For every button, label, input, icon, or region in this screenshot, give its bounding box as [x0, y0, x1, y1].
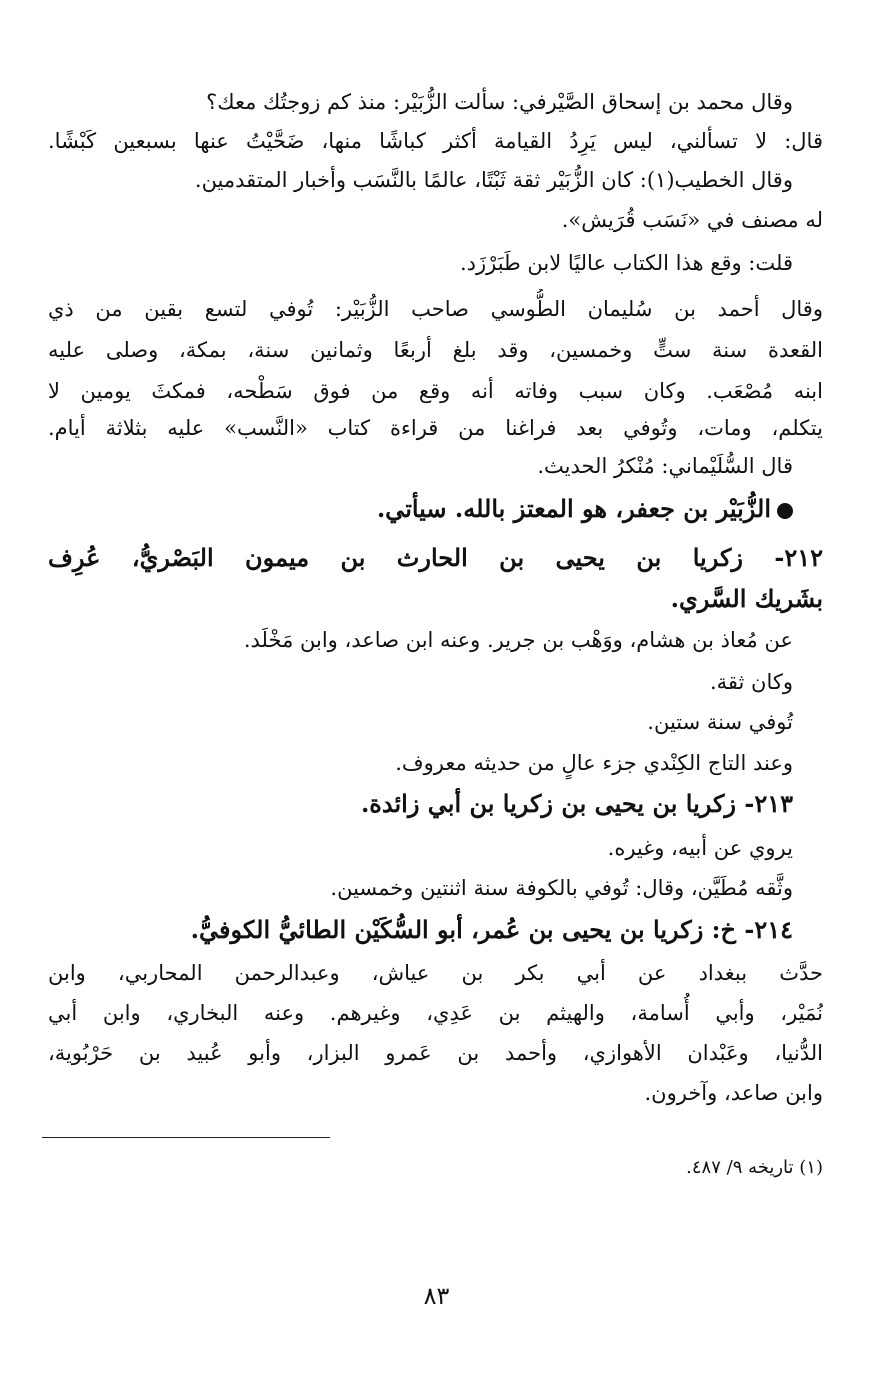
text-line: تُوفي سنة ستين.	[647, 710, 793, 734]
text-line: وقال أحمد بن سُليمان الطُّوسي صاحب الزُّبَيْر: تُوفي لتسع بقين من ذي	[48, 297, 823, 321]
text-line: قال: لا تسألني، ليس يَرِدُ القيامة أكثر كباشًا منها، ضَحَّيْتُ عنها بسبعين كَبْشًا.	[48, 129, 823, 153]
footnote: (١) تاريخه ٩/ ٤٨٧.	[686, 1157, 823, 1178]
text-line: وكان ثقة.	[709, 670, 793, 694]
text-line: الدُّنيا، وعَبْدان الأهوازي، وأحمد بن عَمرو البزار، وأبو عُبيد بن حَرْبُوية،	[48, 1041, 823, 1065]
text-line: وثَّقه مُطَيَّن، وقال: تُوفي بالكوفة سنة اثنتين وخمسين.	[330, 876, 793, 900]
text-line: له مصنف في «نَسَب قُرَيش».	[561, 208, 823, 232]
text-line: نُمَيْر، وأبي أُسامة، والهيثم بن عَدِي، وغيرهم. وعنه البخاري، وابن أبي	[48, 1001, 823, 1025]
text-line: ابنه مُصْعَب. وكان سبب وفاته أنه وقع من فوق سَطْحه، فمكثَ يومين لا	[48, 379, 823, 403]
text-line: وعند التاج الكِنْدي جزء عالٍ من حديثه معروف.	[395, 751, 793, 775]
entry-heading-214: ٢١٤- خ: زكريا بن يحيى بن عُمر، أبو السُّكَيْن الطائيُّ الكوفيُّ.	[190, 915, 793, 944]
footnote-divider	[42, 1137, 330, 1138]
text-line: وابن صاعد، وآخرون.	[644, 1081, 823, 1105]
text-line: وقال محمد بن إسحاق الصَّيْرفي: سألت الزُّبَيْر: منذ كم زوجتُك معك؟	[206, 90, 793, 114]
entry-heading-text: الزُّبَيْر بن جعفر، هو المعتز بالله. سيأتي.	[376, 494, 771, 523]
page-number: ٨٣	[423, 1282, 450, 1310]
text-line: وقال الخطيب(١): كان الزُّبَيْر ثقة ثَبْتًا، عالمًا بالنَّسَب وأخبار المتقدمين.	[194, 168, 793, 192]
text-line: قلت: وقع هذا الكتاب عاليًا لابن طَبَرْزَد.	[459, 251, 793, 275]
text-line: عن مُعاذ بن هشام، ووَهْب بن جرير. وعنه ابن صاعد، وابن مَخْلَد.	[243, 628, 793, 652]
entry-heading-212: ٢١٢- زكريا بن يحيى بن الحارث بن ميمون البَصْريُّ، عُرِف	[48, 543, 823, 572]
text-line: يتكلم، ومات، وتُوفي بعد فراغنا من قراءة كتاب «النَّسب» عليه بثلاثة أيام.	[48, 416, 823, 440]
entry-heading-213: ٢١٣- زكريا بن يحيى بن زكريا بن أبي زائدة.	[360, 789, 793, 818]
entry-heading	[48, 489, 823, 529]
bullet-icon	[777, 503, 793, 519]
text-line: القعدة سنة ستٍّ وخمسين، وقد بلغ أربعًا وثمانين سنة، بمكة، وصلى عليه	[48, 338, 823, 362]
entry-heading-212-cont: بشَريك السَّري.	[670, 584, 823, 613]
text-line: يروي عن أبيه، وغيره.	[607, 836, 793, 860]
text-line: حدَّث ببغداد عن أبي بكر بن عياش، وعبدالرحمن المحاربي، وابن	[48, 961, 823, 985]
text-line: قال السُّلَيْماني: مُنْكرُ الحديث.	[537, 454, 793, 478]
